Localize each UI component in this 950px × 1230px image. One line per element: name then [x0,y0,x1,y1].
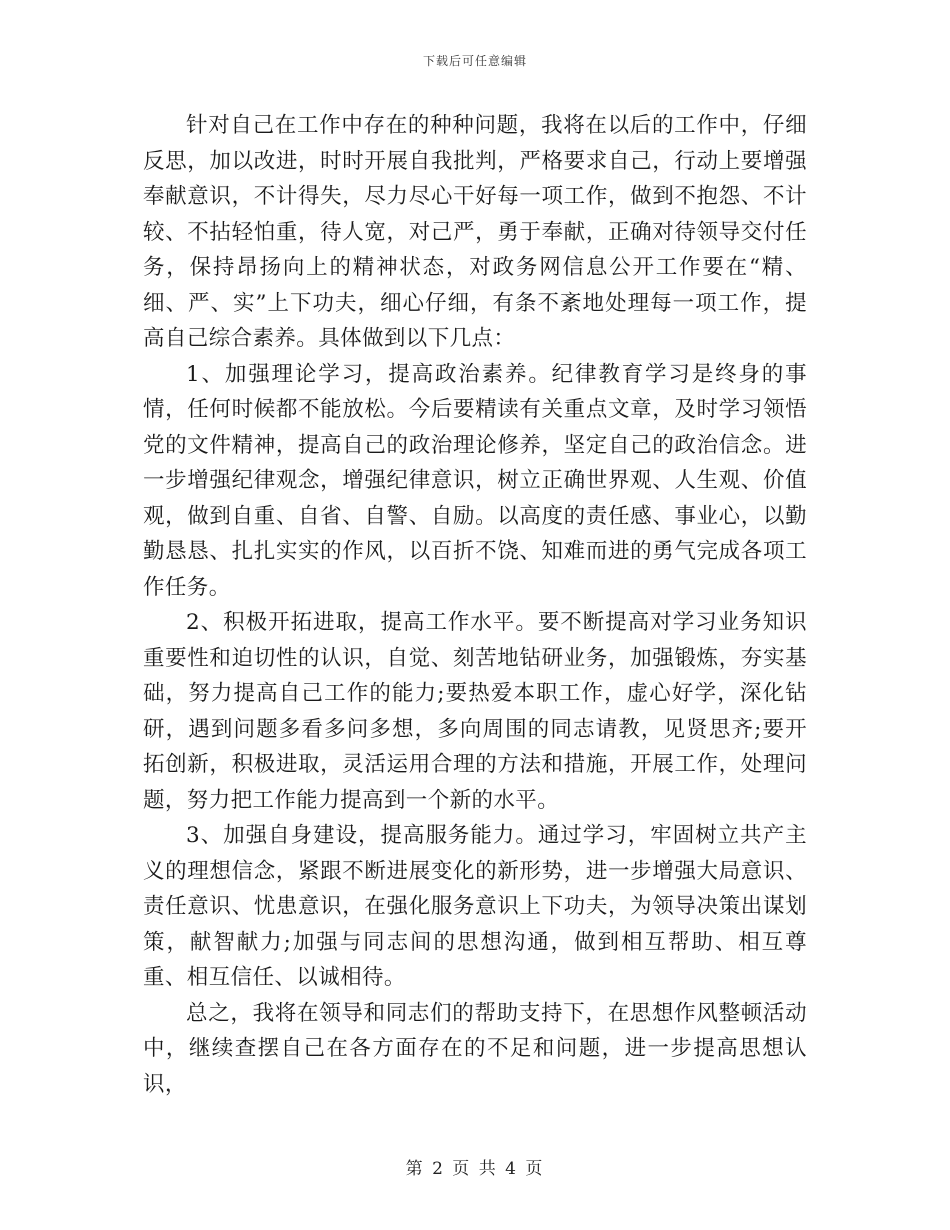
document-body [143,108,807,1102]
page-header: 下载后可任意编辑 [422,54,527,68]
page-number-footer: 第 2 页 共 4 页 [405,1159,545,1179]
paragraph-point-3: 3、加强自身建设，提高服务能力。通过学习，牢固树立共产主义的理想信念，紧跟不断进展变化的新形势，进一步增强大局意识、责任意识、忧患意识，在强化服务意识上下功夫，为领导决策出谋划策，献智献力;加强与同志间的思想沟通，做到相互帮助、相互尊重、相互信任、以诚相待。 [143,823,807,990]
paragraph-intro: 针对自己在工作中存在的种种问题，我将在以后的工作中，仔细反思，加以改进，时时开展自我批判，严格要求自己，行动上要增强奉献意识，不计得失，尽力尽心干好每一项工作，做到不抱怨、不计较、不拈轻怕重，待人宽，对己严，勇于奉献，正确对待领导交付任务，保持昂扬向上的精神状态，对政务网信息公开工作要在“精、细、严、实”上下功夫，细心仔细，有条不紊地处理每一项工作，提高自己综合素养。具体做到以下几点： [143,113,807,351]
paragraph-conclusion: 总之，我将在领导和同志们的帮助支持下，在思想作风整顿活动中，继续查摆自己在各方面存在的不足和问题，进一步提高思想认识， [143,1000,807,1097]
paragraph-point-2: 2、积极开拓进取，提高工作水平。要不断提高对学习业务知识重要性和迫切性的认识，自觉、刻苦地钻研业务，加强锻炼，夯实基础，努力提高自己工作的能力;要热爱本职工作，虚心好学，深化钻研，遇到问题多看多问多想，多向周围的同志请教，见贤思齐;要开拓创新，积极进取，灵活运用合理的方法和措施，开展工作，处理问题，努力把工作能力提高到一个新的水平。 [143,610,807,813]
paragraph-point-1: 1、加强理论学习，提高政治素养。纪律教育学习是终身的事情，任何时候都不能放松。今后要精读有关重点文章，及时学习领悟党的文件精神，提高自己的政治理论修养，坚定自己的政治信念。进一步增强纪律观念，增强纪律意识，树立正确世界观、人生观、价值观，做到自重、自省、自警、自励。以高度的责任感、事业心，以勤勤恳恳、扎扎实实的作风，以百折不饶、知难而进的勇气完成各项工作任务。 [143,361,807,600]
